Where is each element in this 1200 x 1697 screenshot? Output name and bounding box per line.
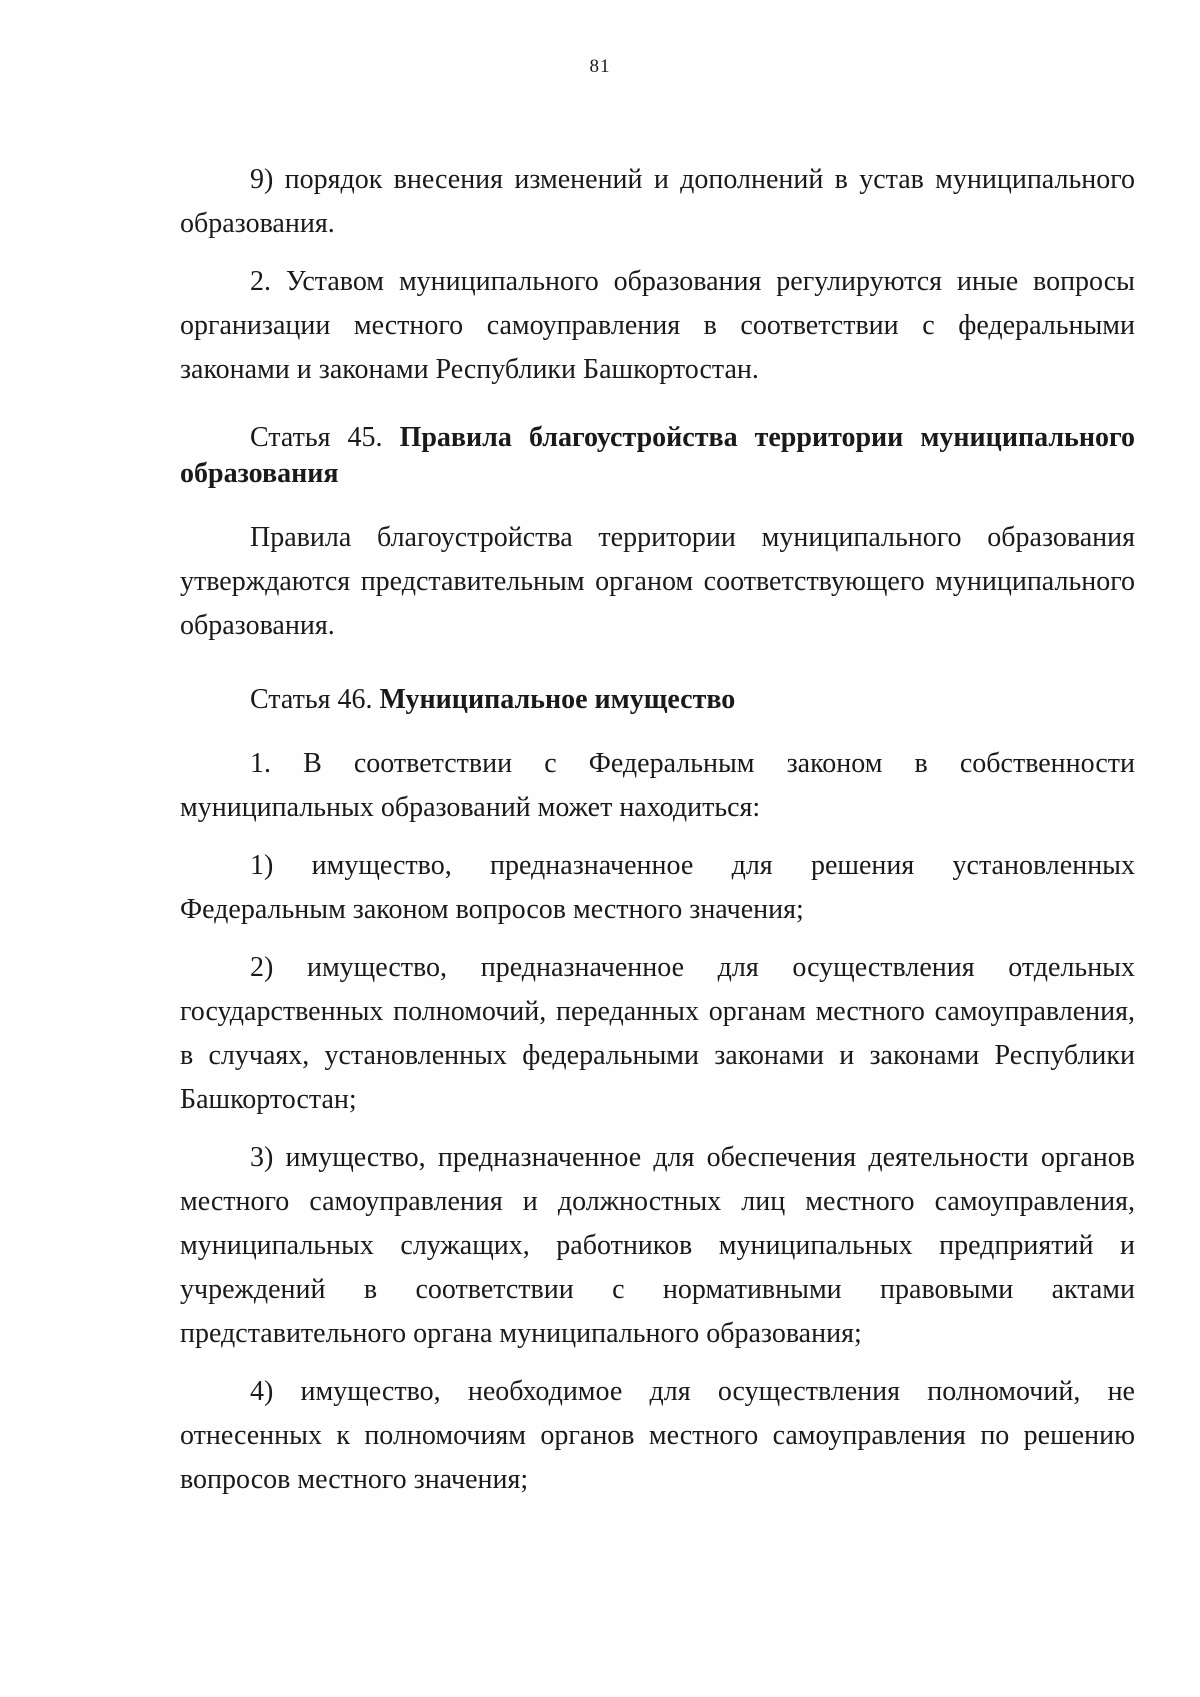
article-46-point-1: 1. В соответствии с Федеральным законом в собственности муниципальных образований может находиться:: [180, 748, 1135, 823]
article-46-number: Статья 46.: [250, 684, 373, 715]
article-45-title: Правила благоустройства территории муниципального образования: [180, 422, 1135, 489]
article-46-subitem-4: 4) имущество, необходимое для осуществления полномочий, не отнесенных к полномочиям органов местного самоуправления по решению вопросов местного значения;: [180, 1376, 1135, 1495]
paragraph-point-2: 2. Уставом муниципального образования регулируются иные вопросы организации местного самоуправления в соответствии с федеральными законами и законами Республики Башкортостан.: [180, 266, 1135, 385]
article-45-number: Статья 45.: [250, 422, 383, 453]
page-number: 81: [589, 56, 611, 77]
article-46-subitem-3: 3) имущество, предназначенное для обеспечения деятельности органов местного самоуправления и должностных лиц местного самоуправления, муниципальных служащих, работников муниципальных предприятий и учреждений в соответствии с нормативными правовыми актами представительного органа муниципального образования;: [180, 1142, 1135, 1349]
paragraph-item-9: 9) порядок внесения изменений и дополнений в устав муниципального образования.: [180, 164, 1135, 239]
article-45-heading: [180, 420, 1135, 492]
article-46-subitem-1: 1) имущество, предназначенное для решения установленных Федеральным законом вопросов местного значения;: [180, 850, 1135, 925]
article-45-text: Правила благоустройства территории муниципального образования утверждаются представительным органом соответствующего муниципального образования.: [180, 522, 1135, 641]
article-46-subitem-2: 2) имущество, предназначенное для осуществления отдельных государственных полномочий, переданных органам местного самоуправления, в случаях, установленных федеральными законами и законами Республики Башкортостан;: [180, 952, 1135, 1115]
article-46-heading: [180, 682, 1135, 718]
article-46-title: Муниципальное имущество: [379, 684, 736, 715]
document-body: [180, 158, 1135, 1516]
